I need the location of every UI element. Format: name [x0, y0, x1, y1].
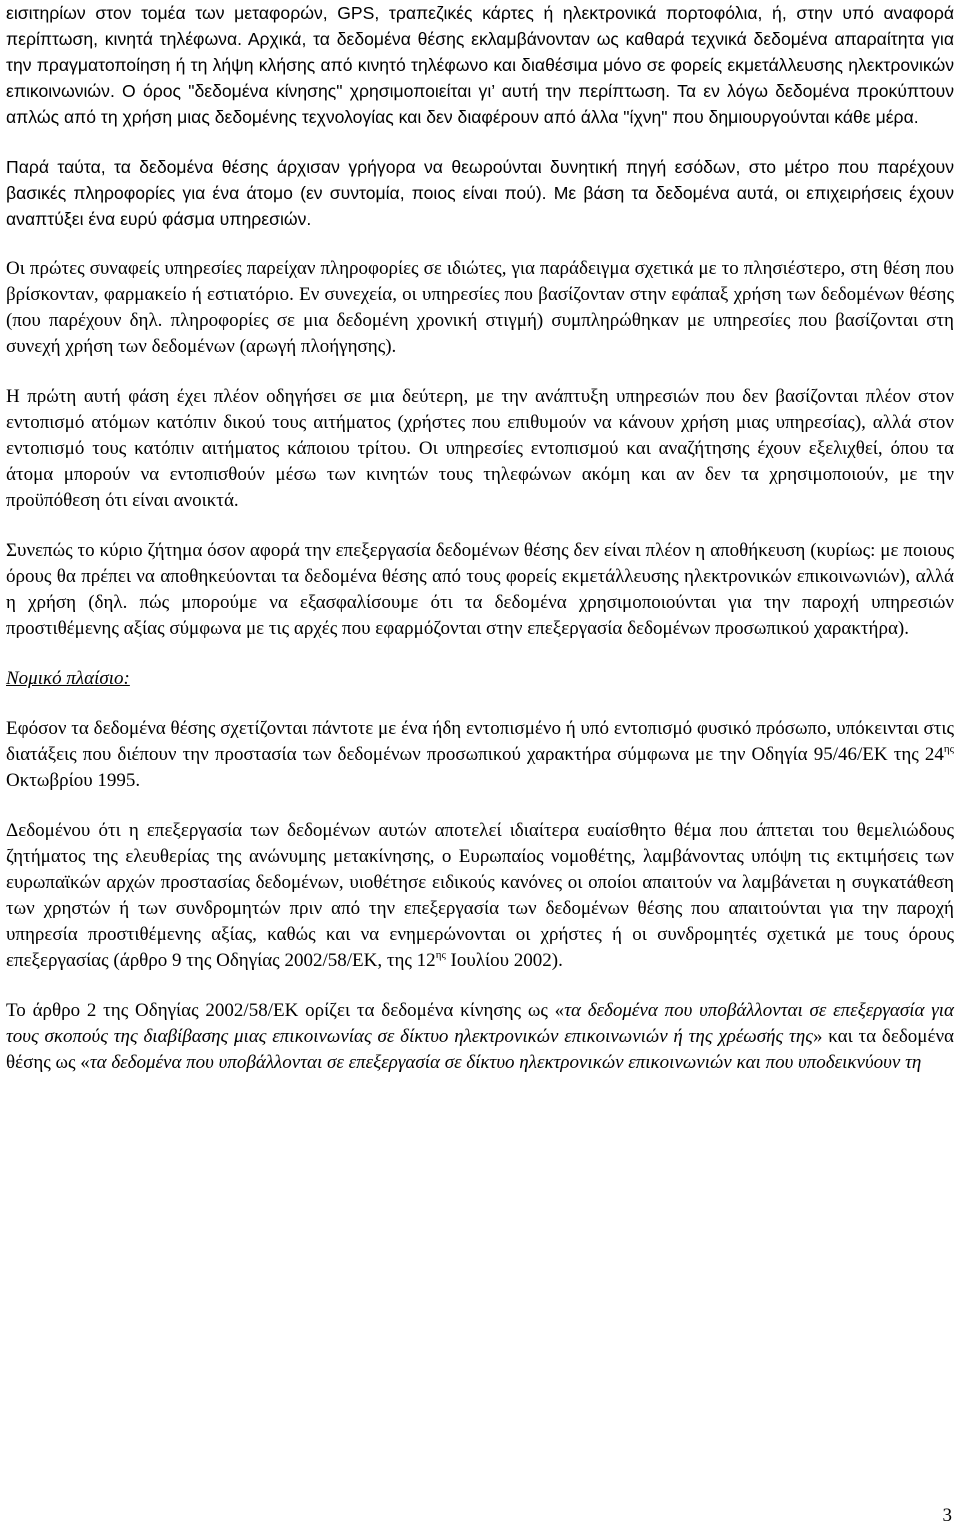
paragraph-7-text: Δεδομένου ότι η επεξεργασία των δεδομένων αυτών αποτελεί ιδιαίτερα ευαίσθητο θέμα που άπτεται του θεμελιώδους ζητήματος της ελευθερίας της ανώνυμης μετακίνησης, ο Ευρωπαίος νομοθέτης, λαμβάνοντας υπόψη τις εκτιμήσεις των ευρωπαϊκών αρχών προστασίας δεδομένων, υιοθέτησε ειδικούς κανόνες οι οποίοι απαιτούν να λαμβάνεται η συγκατάθεση των χρηστών ή των συνδρομητών πριν από την επεξεργασία των δεδομένων θέσης που απαιτούνται για την παροχή υπηρεσία προστιθέμενης αξίας, καθώς και να ενημερώνονται οι χρήστες ή οι συνδρομητές σχετικά με τους όρους επεξεργασίας (άρθρο 9 της Οδηγίας 2002/58/ΕΚ, της 12	[6, 820, 954, 971]
paragraph-1-text: εισιτηρίων στον τομέα των μεταφορών, GPS, τραπεζικές κάρτες ή ηλεκτρονικά πορτοφόλια, ή, στην υπό αναφορά περίπτωση, κινητά τηλέφωνα. Αρχικά, τα δεδομένα θέσης εκλαμβάνονταν ως καθαρά τεχνικά δεδομένα απαραίτητα για την πραγματοποίηση ή τη λήψη κλήσης από κινητό τηλέφωνο και διαθέσιμα μόνο σε φορείς εκμετάλλευσης ηλεκτρονικών επικοινωνιών. Ο όρος "δεδομένα κίνησης" χρησιμοποιείται γι’ αυτή την περίπτωση. Τα εν λόγω δεδομένα προκύπτουν απλώς από τη χρήση μιας δεδομένης τεχνολογίας και δεν διαφέρουν από άλλα "ίχνη" που δημιουργούνται κάθε μέρα.	[6, 3, 954, 127]
paragraph-8-text-a: Το άρθρο 2 της Οδηγίας 2002/58/ΕΚ ορίζει τα δεδομένα κίνησης ως «	[6, 1000, 565, 1021]
paragraph-5	[6, 538, 954, 642]
paragraph-4	[6, 384, 954, 514]
paragraph-6	[6, 716, 954, 794]
paragraph-7-ordinal-sup: ης	[435, 949, 446, 961]
paragraph-3	[6, 256, 954, 360]
paragraph-8-quote-2: τα δεδομένα που υποβάλλονται σε επεξεργασία σε δίκτυο ηλεκτρονικών επικοινωνιών και που υποδεικνύουν τη	[89, 1052, 922, 1073]
paragraph-4-text: Η πρώτη αυτή φάση έχει πλέον οδηγήσει σε μια δεύτερη, με την ανάπτυξη υπηρεσιών που δεν βασίζονται πλέον στον εντοπισμό ατόμων κατόπιν δικού τους αιτήματος (χρήστες που επιθυμούν να κάνουν χρήση μιας υπηρεσίας), αλλά στον εντοπισμό τους κατόπιν αιτήματος κάποιου τρίτου. Οι υπηρεσίες εντοπισμού και αναζήτησης έχουν εξελιχθεί, όπου τα άτομα μπορούν να εντοπισθούν μέσω των κινητών τους τηλεφώνων ακόμη και αν δεν τα χρησιμοποιούν, με την προϋπόθεση ότι είναι ανοικτά.	[6, 386, 954, 511]
paragraph-8-quote-1: τα δεδομένα που υποβάλλονται σε επεξεργασία για τους σκοπούς της διαβίβασης μιας επικοινωνίας σε δίκτυο ηλεκτρονικών επικοινωνιών ή της χρέωσής της	[6, 1000, 955, 1047]
paragraph-7-text-end: Ιουλίου 2002).	[445, 950, 563, 971]
paragraph-7	[6, 818, 954, 974]
paragraph-8	[6, 998, 954, 1076]
page-number: 3	[942, 1505, 952, 1526]
paragraph-6-text: Εφόσον τα δεδομένα θέσης σχετίζονται πάντοτε με ένα ήδη εντοπισμένο ή υπό εντοπισμό φυσικό πρόσωπο, υπόκεινται στις διατάξεις που διέπουν την προστασία των δεδομένων προσωπικού χαρακτήρα σύμφωνα με την Οδηγία 95/46/ΕΚ της 24	[6, 718, 954, 765]
paragraph-5-text: Συνεπώς το κύριο ζήτημα όσον αφορά την επεξεργασία δεδομένων θέσης δεν είναι πλέον η αποθήκευση (κυρίως: με ποιους όρους θα πρέπει να αποθηκεύονται τα δεδομένα θέσης από τους φορείς εκμετάλλευσης ηλεκτρονικών επικοινωνιών), αλλά η χρήση (δηλ. πώς μπορούμε να εξασφαλίσουμε ότι τα δεδομένα χρησιμοποιούνται για την παροχή υπηρεσιών προστιθέμενης αξίας σύμφωνα με τις αρχές που εφαρμόζονται στην επεξεργασία δεδομένων προσωπικού χαρακτήρα).	[6, 540, 954, 639]
paragraph-6-text-end: Οκτωβρίου 1995.	[6, 770, 141, 791]
paragraph-6-ordinal-sup: ης	[943, 743, 954, 755]
section-heading	[6, 666, 954, 692]
paragraph-3-text: Οι πρώτες συναφείς υπηρεσίες παρείχαν πληροφορίες σε ιδιώτες, για παράδειγμα σχετικά με το πλησιέστερο, στη θέση που βρίσκονταν, φαρμακείο ή εστιατόριο. Εν συνεχεία, οι υπηρεσίες που βασίζονταν στην εφάπαξ χρήση των δεδομένων θέσης (που παρέχουν δηλ. πληροφορίες σε μια δεδομένη χρονική στιγμή) συμπληρώθηκαν με υπηρεσίες που βασίζονται στη συνεχή χρήση των δεδομένων (αρωγή πλοήγησης).	[6, 258, 954, 357]
paragraph-2	[6, 154, 954, 232]
section-heading-text: Νομικό πλαίσιο:	[6, 668, 130, 689]
paragraph-2-text: Παρά ταύτα, τα δεδομένα θέσης άρχισαν γρήγορα να θεωρούνται δυνητική πηγή εσόδων, στο μέτρο που παρέχουν βασικές πληροφορίες για ένα άτομο (εν συντομία, ποιος είναι πού). Με βάση τα δεδομένα αυτά, οι επιχειρήσεις έχουν αναπτύξει ένα ευρύ φάσμα υπηρεσιών.	[6, 157, 954, 229]
paragraph-8-text-c: » και τα δεδομένα θέσης ως «	[6, 1026, 954, 1073]
document-page	[6, 0, 954, 1076]
paragraph-1	[6, 0, 954, 130]
